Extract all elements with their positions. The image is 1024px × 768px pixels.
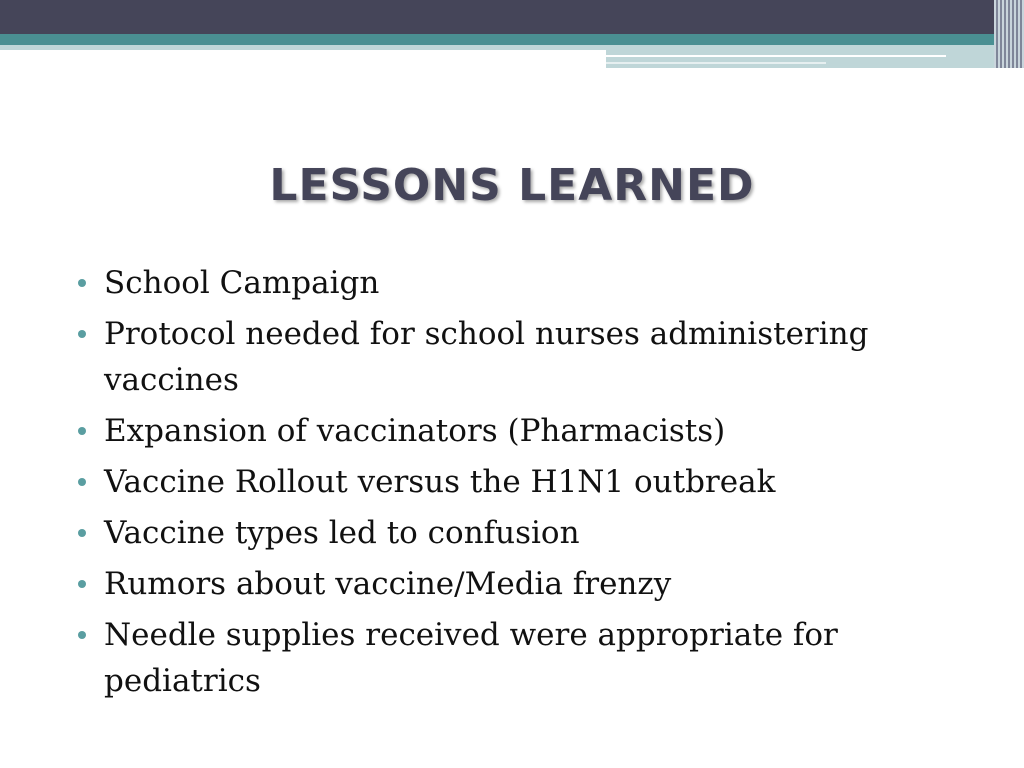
bullet-item [72, 260, 972, 306]
bullet-text: Needle supplies received were appropriate for pediatrics [104, 617, 838, 699]
bullet-text: Vaccine Rollout versus the H1N1 outbreak [104, 464, 776, 500]
bullet-item [72, 408, 972, 454]
bullet-item [72, 510, 972, 556]
bullet-dot-icon [78, 279, 86, 287]
bullet-dot-icon [78, 330, 86, 338]
bullet-dot-icon [78, 580, 86, 588]
bullet-text: Vaccine types led to confusion [104, 515, 580, 551]
bullet-text: Expansion of vaccinators (Pharmacists) [104, 413, 726, 449]
bullet-item [72, 311, 972, 403]
bullet-text: Protocol needed for school nurses administering vaccines [104, 316, 869, 398]
bullet-item [72, 612, 972, 704]
header-stripes-decoration [994, 0, 1024, 68]
header-band-light-left [0, 45, 606, 50]
header-band-teal [0, 34, 1024, 45]
bullet-item [72, 459, 972, 505]
bullet-dot-icon [78, 478, 86, 486]
bullet-dot-icon [78, 529, 86, 537]
bullet-dot-icon [78, 631, 86, 639]
bullet-item [72, 561, 972, 607]
header-accent-line-secondary [606, 62, 826, 64]
slide-title: LESSONS LEARNED [269, 160, 755, 211]
bullet-list [72, 260, 972, 709]
header-band-dark [0, 0, 1024, 34]
bullet-text: School Campaign [104, 265, 380, 301]
bullet-text: Rumors about vaccine/Media frenzy [104, 566, 672, 602]
bullet-dot-icon [78, 427, 86, 435]
header-accent-line [606, 55, 946, 57]
